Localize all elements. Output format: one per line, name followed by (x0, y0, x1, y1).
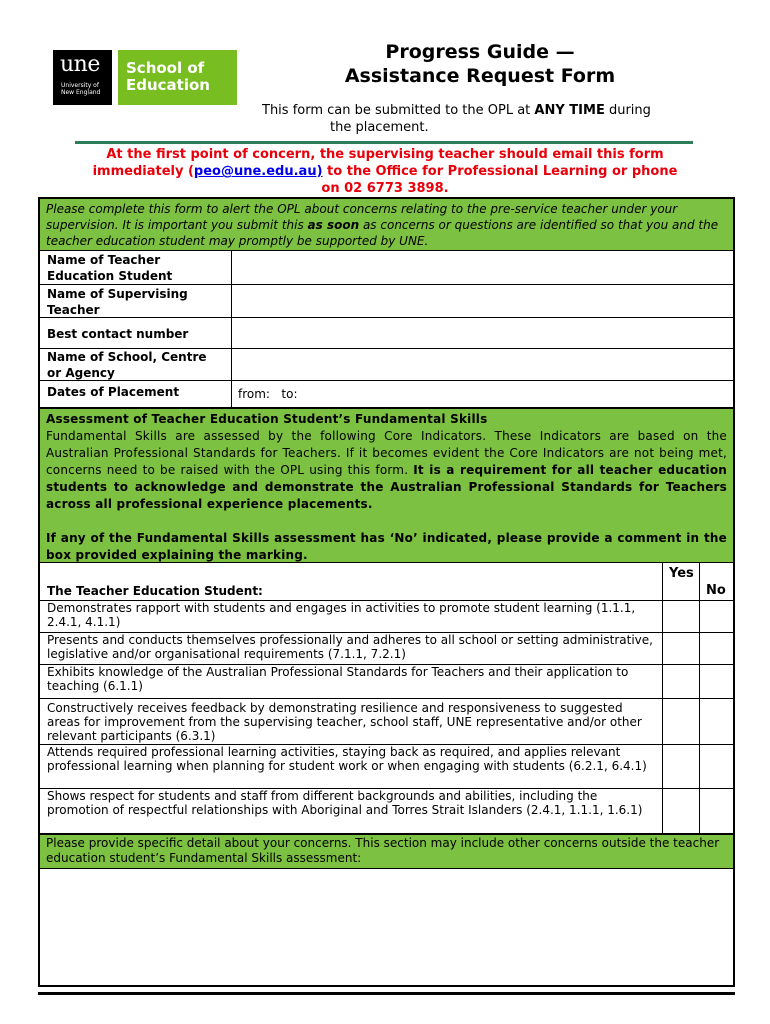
no-checkbox[interactable] (700, 665, 733, 698)
label-dates: Dates of Placement (47, 385, 180, 399)
label-school: Name of School, Centre or Agency (47, 350, 207, 380)
yes-column-header: Yes (669, 566, 694, 581)
assessment-info: Assessment of Teacher Education Student’s Fundamental Skills Fundamental Skills are assessed by the following Core Indicators. These Indicators are based on the Australian Professional Standards for Teachers. If it becomes evident the Core Indicators are not being met, concerns need to be raised with the OPL using this form. It is a requirement for all teacher education students to acknowledge and demonstrate the Australian Professional Standards for Teachers across all professional experience placements. If any of the Fundamental Skills assessment has ‘No’ indicated, please provide a comment in the box provided explaining the marking. (40, 409, 733, 562)
yes-checkbox[interactable] (663, 745, 699, 788)
une-logo (53, 50, 112, 105)
checklist-item: Exhibits knowledge of the Australian Professional Standards for Teachers and their application to teaching (6.1.1) (47, 665, 629, 693)
yes-checkbox[interactable] (663, 665, 699, 698)
yes-checkbox[interactable] (663, 699, 699, 744)
divider (75, 141, 693, 144)
checklist-item: Constructively receives feedback by demonstrating resilience and responsiveness to suggested areas for improvement from the supervising teacher, school staff, UNE representative and/or other relevant participants (6.3.1) (47, 701, 642, 743)
no-column-header: No (706, 583, 726, 598)
student-name-input[interactable] (232, 251, 733, 284)
dates-input[interactable]: from: to: (238, 387, 298, 401)
label-contact: Best contact number (47, 327, 189, 341)
intro-instructions: Please complete this form to alert the OPL about concerns relating to the pre-service teacher under your supervision. It is important you submit this as soon as concerns or questions are identified so that you and the teacher education student may promptly be supported by UNE. (40, 199, 733, 250)
email-link[interactable]: peo@une.edu.au) (193, 164, 323, 179)
school-of-education-logo: School of Education (118, 50, 237, 105)
school-input[interactable] (232, 349, 733, 380)
request-form (38, 197, 735, 987)
no-checkbox[interactable] (700, 699, 733, 744)
no-checkbox[interactable] (700, 745, 733, 788)
concern-notice: At the first point of concern, the supervising teacher should email this form immediately (peo@une.edu.au) to the Office for Professional Learning or phone on 02 6773 3898. (92, 147, 678, 196)
footer-rule (38, 992, 735, 995)
une-wordmark: une (60, 52, 100, 77)
label-student-name: Name of Teacher Education Student (47, 253, 173, 283)
subtitle: This form can be submitted to the OPL at ANY TIME during the placement. (262, 103, 651, 135)
details-textarea[interactable] (40, 869, 733, 985)
no-checkbox[interactable] (700, 633, 733, 664)
details-prompt: Please provide specific detail about your concerns. This section may include other concerns outside the teacher education student’s Fundamental Skills assessment: (40, 835, 733, 868)
assessment-note: If any of the Fundamental Skills assessment has ‘No’ indicated, please provide a comment in the box provided explaining the marking. (46, 531, 727, 562)
supervisor-name-input[interactable] (232, 285, 733, 317)
yes-checkbox[interactable] (663, 633, 699, 664)
checklist-item: Demonstrates rapport with students and engages in activities to promote student learning (1.1.1, 2.4.1, 4.1.1) (47, 601, 636, 629)
checklist-item: Presents and conducts themselves professionally and adheres to all school or setting administrative, legislative and/or organisational requirements (7.1.1, 7.2.1) (47, 633, 653, 661)
yes-checkbox[interactable] (663, 789, 699, 833)
contact-input[interactable] (232, 318, 733, 348)
no-checkbox[interactable] (700, 789, 733, 833)
checklist-header: The Teacher Education Student: (47, 584, 263, 598)
yes-checkbox[interactable] (663, 601, 699, 632)
no-checkbox[interactable] (700, 601, 733, 632)
page-title: Progress Guide — Assistance Request Form (344, 41, 616, 87)
assessment-heading: Assessment of Teacher Education Student’s Fundamental Skills (46, 412, 488, 426)
label-supervisor-name: Name of Supervising Teacher (47, 287, 188, 317)
checklist-item: Attends required professional learning activities, staying back as required, and applies relevant professional learning when planning for student work or when engaging with students (6.2.1, 6.4.1) (47, 745, 647, 773)
checklist-item: Shows respect for students and staff from different backgrounds and abilities, including the promotion of respectful relationships with Aboriginal and Torres Strait Islanders (2.4.1, 1.1.1, 1.6.1) (47, 789, 643, 817)
university-name: University of New England (61, 82, 101, 96)
